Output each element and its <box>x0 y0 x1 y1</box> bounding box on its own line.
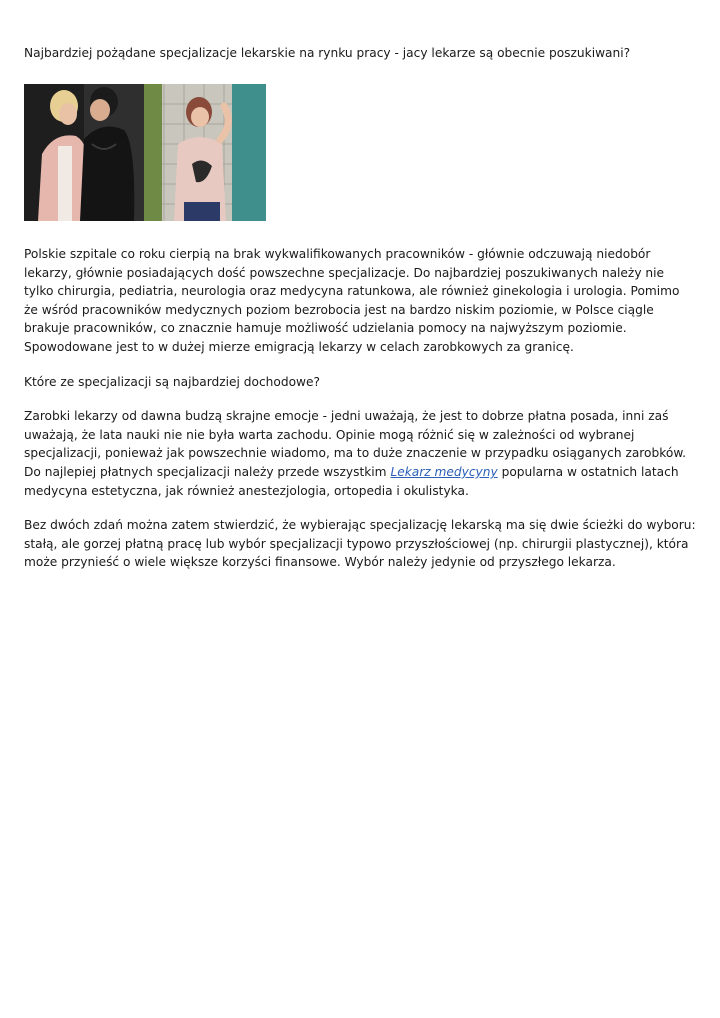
subheading: Które ze specjalizacji są najbardziej dochodowe? <box>24 374 320 389</box>
paragraph-conclusion: Bez dwóch zdań można zatem stwierdzić, że wybierając specjalizację lekarską ma się dwie ścieżki do wyboru: stałą, ale gorzej płatną pracę lub wybór specjalizacji typowo przyszłościowej (np. chirurgii plastycznej), która może przynieść o wiele większe korzyści finansowe. Wybór należy jedynie od przyszłego lekarza. <box>24 518 696 570</box>
paragraph-earnings-text-start: Zarobki lekarzy od dawna budzą skrajne emocje - jedni uważają, że jest to dobrze płatna posada, inni zaś uważają, że lata nauki nie nie była warta zachodu. Opinie mogą różnić się w zależności od wybranej specjalizacji, ponieważ jak powszechnie wiadomo, ma to duże znaczenie w przypadku osiąganych zarobków. Do najlepiej płatnych specjalizacji należy przede wszystkim <box>24 409 687 479</box>
photo-illustration <box>24 84 266 221</box>
lekarz-medycyny-link[interactable]: Lekarz medycyny <box>390 464 498 479</box>
article-photo <box>24 84 266 221</box>
article-title: Najbardziej pożądane specjalizacje lekarskie na rynku pracy - jacy lekarze są obecnie poszukiwani? <box>24 46 631 60</box>
paragraph-intro: Polskie szpitale co roku cierpią na brak wykwalifikowanych pracowników - głównie odczuwają niedobór lekarzy, głównie posiadających dość powszechne specjalizacje. Do najbardziej poszukiwanych należy nie tylko chirurgia, pediatria, neurologia oraz medycyna ratunkowa, ale również ginekologia i urologia. Pomimo że wśród pracowników medycznych poziom bezrobocia jest na bardzo niskim poziomie, w Polsce ciągle brakuje pracowników, co znacznie hamuje możliwość udzielania pomocy na najwyższym poziomie. Spowodowane jest to w dużej mierze emigracją lekarzy w celach zarobkowych za granicę. <box>24 247 680 354</box>
paragraph-earnings <box>24 407 696 500</box>
paragraph-earnings-text-end: popularna w ostatnich latach medycyna estetyczna, jak również anestezjologia, ortopedia i okulistyka. <box>24 464 679 498</box>
